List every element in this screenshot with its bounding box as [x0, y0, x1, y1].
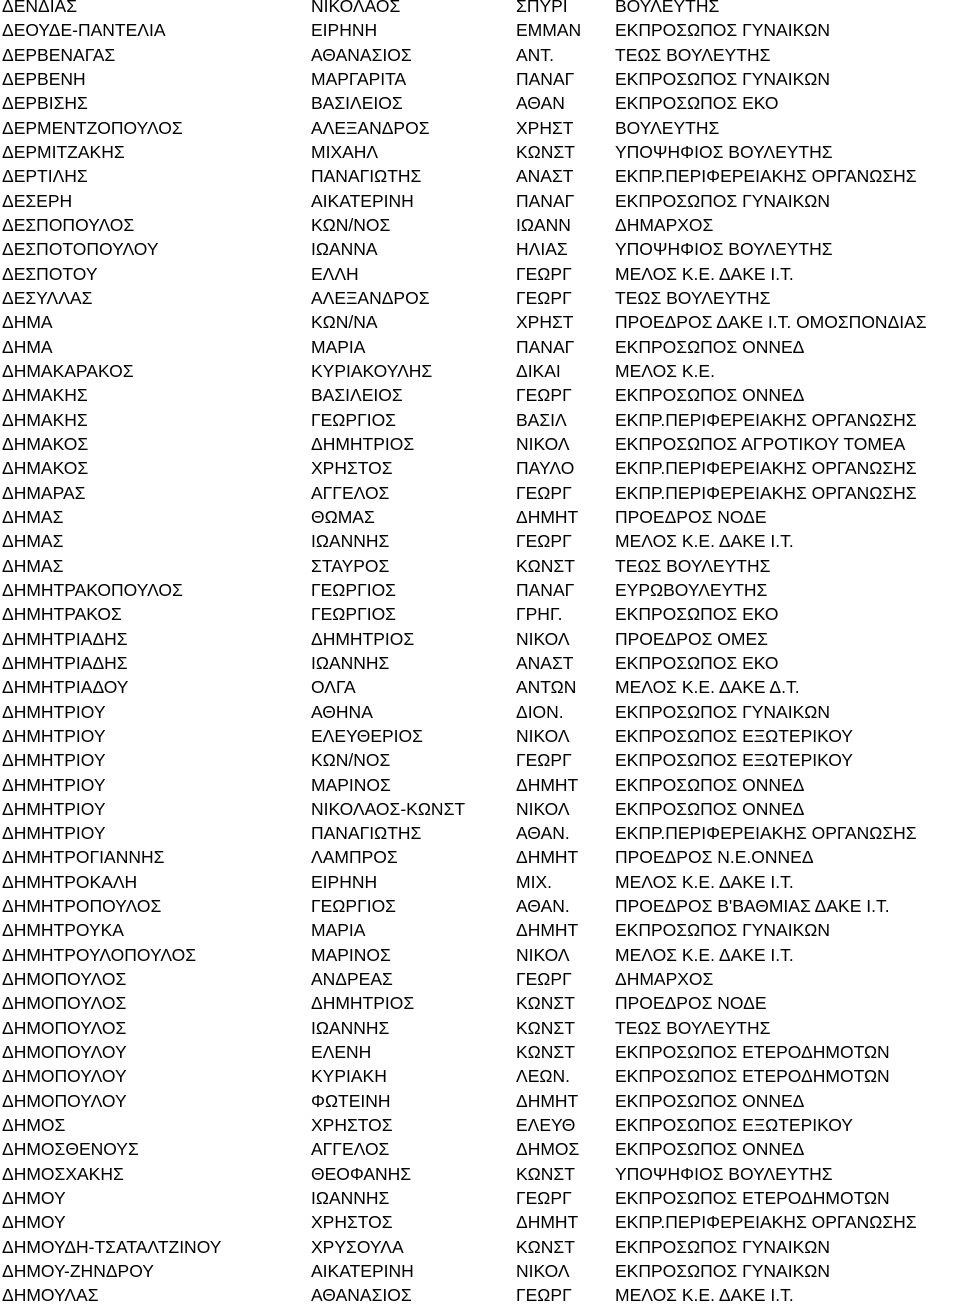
father-name-cell: ΗΛΙΑΣ — [516, 239, 568, 260]
table-row — [0, 627, 960, 651]
surname-cell: ΔΗΜΗΤΡΙΟΥ — [2, 823, 106, 844]
first-name-cell: ΧΡΗΣΤΟΣ — [311, 458, 393, 479]
surname-cell: ΔΗΜΗΤΡΟΚΑΛΗ — [2, 871, 138, 892]
position-cell: ΕΚΠΡ.ΠΕΡΙΦΕΡΕΙΑΚΗΣ ΟΡΓΑΝΩΣΗΣ — [615, 1212, 917, 1233]
surname-cell: ΔΗΜΑΚΗΣ — [2, 409, 88, 430]
table-row — [0, 870, 960, 894]
father-name-cell: ΛΕΩΝ. — [516, 1066, 570, 1087]
position-cell: ΕΚΠΡΟΣΩΠΟΣ ΑΓΡΟΤΙΚΟΥ ΤΟΜΕΑ — [615, 433, 906, 454]
position-cell: ΕΚΠΡΟΣΩΠΟΣ ΕΤΕΡΟΔΗΜΟΤΩΝ — [615, 1188, 890, 1209]
table-row — [0, 748, 960, 772]
surname-cell: ΔΗΜΟΠΟΥΛΟΣ — [2, 993, 127, 1014]
father-name-cell: ΔΙΟΝ. — [516, 701, 564, 722]
table-row — [0, 700, 960, 724]
position-cell: ΕΚΠΡ.ΠΕΡΙΦΕΡΕΙΑΚΗΣ ΟΡΓΑΝΩΣΗΣ — [615, 458, 917, 479]
first-name-cell: ΑΙΚΑΤΕΡΙΝΗ — [311, 1261, 414, 1282]
surname-cell: ΔΗΜΑΚΟΣ — [2, 458, 89, 479]
position-cell: ΠΡΟΕΔΡΟΣ Ν.Ε.ΟΝΝΕΔ — [615, 847, 814, 868]
position-cell: ΕΚΠΡΟΣΩΠΟΣ ΕΤΕΡΟΔΗΜΟΤΩΝ — [615, 1042, 890, 1063]
table-row — [0, 821, 960, 845]
first-name-cell: ΜΑΡΙΝΟΣ — [311, 944, 391, 965]
father-name-cell: ΚΩΝΣΤ — [516, 1017, 575, 1038]
surname-cell: ΔΗΜΑΣ — [2, 506, 64, 527]
surname-cell: ΔΗΜΑΣ — [2, 555, 64, 576]
position-cell: ΕΚΠΡΟΣΩΠΟΣ ΕΞΩΤΕΡΙΚΟΥ — [615, 1115, 853, 1136]
first-name-cell: ΓΕΩΡΓΙΟΣ — [311, 896, 396, 917]
surname-cell: ΔΗΜΟΥ — [2, 1212, 66, 1233]
table-row — [0, 262, 960, 286]
father-name-cell: ΕΜΜΑΝ — [516, 20, 582, 41]
surname-cell: ΔΕΣΕΡΗ — [2, 190, 73, 211]
table-row — [0, 481, 960, 505]
table-row — [0, 578, 960, 602]
table-row — [0, 1137, 960, 1161]
father-name-cell: ΓΕΩΡΓ — [516, 531, 572, 552]
position-cell: ΕΚΠΡΟΣΩΠΟΣ ΓΥΝΑΙΚΩΝ — [615, 1261, 830, 1282]
table-row — [0, 918, 960, 942]
first-name-cell: ΑΝΔΡΕΑΣ — [311, 969, 393, 990]
first-name-cell: ΔΗΜΗΤΡΙΟΣ — [311, 433, 415, 454]
first-name-cell: ΕΙΡΗΝΗ — [311, 20, 378, 41]
first-name-cell: ΕΙΡΗΝΗ — [311, 871, 378, 892]
surname-cell: ΔΗΜΟΣ — [2, 1115, 66, 1136]
surname-cell: ΔΗΜΑΚΗΣ — [2, 385, 88, 406]
first-name-cell: ΑΘΑΝΑΣΙΟΣ — [311, 1285, 412, 1306]
father-name-cell: ΔΗΜΗΤ — [516, 847, 579, 868]
table-row — [0, 1064, 960, 1088]
first-name-cell: ΑΛΕΞΑΝΔΡΟΣ — [311, 117, 430, 138]
surname-cell: ΔΗΜΗΤΡΟΠΟΥΛΟΣ — [2, 896, 162, 917]
position-cell: ΔΗΜΑΡΧΟΣ — [615, 969, 714, 990]
surname-cell: ΔΗΜΟΠΟΥΛΟΣ — [2, 1017, 127, 1038]
position-cell: ΜΕΛΟΣ Κ.Ε. ΔΑΚΕ Ι.Τ. — [615, 871, 794, 892]
position-cell: ΕΚΠΡΟΣΩΠΟΣ ΕΚΟ — [615, 652, 779, 673]
position-cell: ΠΡΟΕΔΡΟΣ Β'ΒΑΘΜΙΑΣ ΔΑΚΕ Ι.Τ. — [615, 896, 890, 917]
first-name-cell: ΧΡΗΣΤΟΣ — [311, 1212, 393, 1233]
table-row — [0, 773, 960, 797]
first-name-cell: ΓΕΩΡΓΙΟΣ — [311, 409, 396, 430]
father-name-cell: ΚΩΝΣΤ — [516, 555, 575, 576]
first-name-cell: ΑΘΗΝΑ — [311, 701, 373, 722]
surname-cell: ΔΗΜΑ — [2, 312, 53, 333]
first-name-cell: ΑΙΚΑΤΕΡΙΝΗ — [311, 190, 414, 211]
table-row — [0, 456, 960, 480]
table-row — [0, 1186, 960, 1210]
father-name-cell: ΣΠΥΡΙ — [516, 0, 568, 16]
surname-cell: ΔΗΜΟΠΟΥΛΟΣ — [2, 969, 127, 990]
position-cell: ΠΡΟΕΔΡΟΣ ΝΟΔΕ — [615, 506, 767, 527]
father-name-cell: ΕΛΕΥΘ — [516, 1115, 576, 1136]
first-name-cell: ΙΩΑΝΝΗΣ — [311, 1017, 390, 1038]
father-name-cell: ΚΩΝΣΤ — [516, 1236, 575, 1257]
first-name-cell: ΛΑΜΠΡΟΣ — [311, 847, 398, 868]
position-cell: ΕΚΠΡΟΣΩΠΟΣ ΓΥΝΑΙΚΩΝ — [615, 920, 830, 941]
table-row — [0, 140, 960, 164]
first-name-cell: ΑΓΓΕΛΟΣ — [311, 1139, 390, 1160]
father-name-cell: ΝΙΚΟΛ — [516, 433, 570, 454]
first-name-cell: ΕΛΛΗ — [311, 263, 359, 284]
father-name-cell: ΝΙΚΟΛ — [516, 798, 570, 819]
first-name-cell: ΑΘΑΝΑΣΙΟΣ — [311, 44, 412, 65]
first-name-cell: ΜΑΡΙΝΟΣ — [311, 774, 391, 795]
position-cell: ΠΡΟΕΔΡΟΣ ΔΑΚΕ Ι.Τ. ΟΜΟΣΠΟΝΔΙΑΣ — [615, 312, 927, 333]
table-row — [0, 651, 960, 675]
table-row — [0, 286, 960, 310]
surname-cell: ΔΕΡΜΙΤΖΑΚΗΣ — [2, 141, 125, 162]
surname-cell: ΔΕΣΠΟΤΟΠΟΥΛΟΥ — [2, 239, 159, 260]
father-name-cell: ΧΡΗΣΤ — [516, 312, 574, 333]
father-name-cell: ΒΑΣΙΛ — [516, 409, 567, 430]
position-cell: ΕΚΠΡ.ΠΕΡΙΦΕΡΕΙΑΚΗΣ ΟΡΓΑΝΩΣΗΣ — [615, 823, 917, 844]
surname-cell: ΔΗΜΟΥΛΑΣ — [2, 1285, 99, 1306]
first-name-cell: ΘΩΜΑΣ — [311, 506, 375, 527]
surname-cell: ΔΗΜΑΣ — [2, 531, 64, 552]
father-name-cell: ΓΕΩΡΓ — [516, 1188, 572, 1209]
position-cell: ΜΕΛΟΣ Κ.Ε. — [615, 360, 715, 381]
father-name-cell: ΑΝΑΣΤ — [516, 166, 574, 187]
father-name-cell: ΚΩΝΣΤ — [516, 141, 575, 162]
first-name-cell: ΣΤΑΥΡΟΣ — [311, 555, 390, 576]
surname-cell: ΔΕΡΤΙΛΗΣ — [2, 166, 88, 187]
first-name-cell: ΚΥΡΙΑΚΟΥΛΗΣ — [311, 360, 433, 381]
first-name-cell: ΔΗΜΗΤΡΙΟΣ — [311, 993, 415, 1014]
position-cell: ΕΚΠΡΟΣΩΠΟΣ ΕΚΟ — [615, 604, 779, 625]
first-name-cell: ΙΩΑΝΝΗΣ — [311, 652, 390, 673]
father-name-cell: ΓΕΩΡΓ — [516, 750, 572, 771]
father-name-cell: ΓΕΩΡΓ — [516, 1285, 572, 1306]
first-name-cell: ΑΓΓΕΛΟΣ — [311, 482, 390, 503]
table-row — [0, 1162, 960, 1186]
first-name-cell: ΓΕΩΡΓΙΟΣ — [311, 579, 396, 600]
father-name-cell: ΔΗΜΗΤ — [516, 506, 579, 527]
position-cell: ΥΠΟΨΗΦΙΟΣ ΒΟΥΛΕΥΤΗΣ — [615, 141, 833, 162]
surname-cell: ΔΗΜΗΤΡΑΚΟΠΟΥΛΟΣ — [2, 579, 183, 600]
position-cell: ΠΡΟΕΔΡΟΣ ΝΟΔΕ — [615, 993, 767, 1014]
position-cell: ΜΕΛΟΣ Κ.Ε. ΔΑΚΕ Ι.Τ. — [615, 1285, 794, 1306]
table-row — [0, 237, 960, 261]
father-name-cell: ΚΩΝΣΤ — [516, 1163, 575, 1184]
table-row — [0, 1210, 960, 1234]
first-name-cell: ΜΑΡΙΑ — [311, 336, 366, 357]
surname-cell: ΔΕΟΥΔΕ-ΠΑΝΤΕΛΙΑ — [2, 20, 166, 41]
position-cell: ΤΕΩΣ ΒΟΥΛΕΥΤΗΣ — [615, 555, 771, 576]
position-cell: ΒΟΥΛΕΥΤΗΣ — [615, 117, 720, 138]
father-name-cell: ΠΑΝΑΓ — [516, 68, 575, 89]
surname-cell: ΔΗΜΟΣΧΑΚΗΣ — [2, 1163, 124, 1184]
surname-cell: ΔΗΜΑΡΑΣ — [2, 482, 86, 503]
position-cell: ΕΚΠΡΟΣΩΠΟΣ ΟΝΝΕΔ — [615, 336, 805, 357]
first-name-cell: ΝΙΚΟΛΑΟΣ-ΚΩΝΣΤ — [311, 798, 466, 819]
surname-cell: ΔΗΜΗΤΡΙΑΔΗΣ — [2, 628, 128, 649]
first-name-cell: ΜΑΡΓΑΡΙΤΑ — [311, 68, 407, 89]
table-row — [0, 943, 960, 967]
first-name-cell: ΚΩΝ/ΝΟΣ — [311, 214, 391, 235]
table-row — [0, 1259, 960, 1283]
table-row — [0, 91, 960, 115]
position-cell: ΕΚΠΡΟΣΩΠΟΣ ΓΥΝΑΙΚΩΝ — [615, 1236, 830, 1257]
surname-cell: ΔΗΜΗΤΡΙΟΥ — [2, 774, 106, 795]
first-name-cell: ΝΙΚΟΛΑΟΣ — [311, 0, 401, 16]
surname-cell: ΔΗΜΑ — [2, 336, 53, 357]
father-name-cell: ΓΕΩΡΓ — [516, 969, 572, 990]
first-name-cell: ΕΛΕΝΗ — [311, 1042, 372, 1063]
first-name-cell: ΧΡΥΣΟΥΛΑ — [311, 1236, 404, 1257]
table-row — [0, 724, 960, 748]
father-name-cell: ΝΙΚΟΛ — [516, 725, 570, 746]
table-row — [0, 1040, 960, 1064]
table-row — [0, 359, 960, 383]
table-row — [0, 189, 960, 213]
first-name-cell: ΟΛΓΑ — [311, 677, 356, 698]
table-row — [0, 408, 960, 432]
table-row — [0, 675, 960, 699]
father-name-cell: ΠΑΥΛΟ — [516, 458, 575, 479]
surname-cell: ΔΗΜΗΤΡΙΟΥ — [2, 798, 106, 819]
first-name-cell: ΜΑΡΙΑ — [311, 920, 366, 941]
surname-cell: ΔΗΜΟΠΟΥΛΟΥ — [2, 1090, 127, 1111]
first-name-cell: ΦΩΤΕΙΝΗ — [311, 1090, 391, 1111]
surname-cell: ΔΗΜΗΤΡΙΑΔΟΥ — [2, 677, 129, 698]
table-row — [0, 432, 960, 456]
first-name-cell: ΒΑΣΙΛΕΙΟΣ — [311, 93, 403, 114]
table-row — [0, 1016, 960, 1040]
surname-cell: ΔΗΜΟΥ-ΖΗΝΔΡΟΥ — [2, 1261, 154, 1282]
first-name-cell: ΑΛΕΞΑΝΔΡΟΣ — [311, 287, 430, 308]
position-cell: ΕΚΠΡΟΣΩΠΟΣ ΟΝΝΕΔ — [615, 385, 805, 406]
surname-cell: ΔΗΜΗΤΡΙΟΥ — [2, 750, 106, 771]
position-cell: ΜΕΛΟΣ Κ.Ε. ΔΑΚΕ Ι.Τ. — [615, 944, 794, 965]
father-name-cell: ΑΘΑΝ. — [516, 896, 570, 917]
surname-cell: ΔΗΜΗΤΡΙΑΔΗΣ — [2, 652, 128, 673]
father-name-cell: ΠΑΝΑΓ — [516, 579, 575, 600]
first-name-cell: ΙΩΑΝΝΑ — [311, 239, 378, 260]
father-name-cell: ΙΩΑΝΝ — [516, 214, 571, 235]
position-cell: ΤΕΩΣ ΒΟΥΛΕΥΤΗΣ — [615, 1017, 771, 1038]
table-row — [0, 967, 960, 991]
position-cell: ΕΚΠΡΟΣΩΠΟΣ ΓΥΝΑΙΚΩΝ — [615, 701, 830, 722]
position-cell: ΕΚΠΡΟΣΩΠΟΣ ΟΝΝΕΔ — [615, 1090, 805, 1111]
father-name-cell: ΑΝΤΩΝ — [516, 677, 577, 698]
father-name-cell: ΧΡΗΣΤ — [516, 117, 574, 138]
first-name-cell: ΚΩΝ/ΝΑ — [311, 312, 378, 333]
position-cell: ΤΕΩΣ ΒΟΥΛΕΥΤΗΣ — [615, 287, 771, 308]
table-row — [0, 67, 960, 91]
father-name-cell: ΝΙΚΟΛ — [516, 628, 570, 649]
table-row — [0, 1283, 960, 1307]
father-name-cell: ΔΗΜΟΣ — [516, 1139, 580, 1160]
father-name-cell: ΓΕΩΡΓ — [516, 287, 572, 308]
surname-cell: ΔΕΡΜΕΝΤΖΟΠΟΥΛΟΣ — [2, 117, 183, 138]
position-cell: ΥΠΟΨΗΦΙΟΣ ΒΟΥΛΕΥΤΗΣ — [615, 239, 833, 260]
father-name-cell: ΓΕΩΡΓ — [516, 482, 572, 503]
father-name-cell: ΠΑΝΑΓ — [516, 190, 575, 211]
surname-cell: ΔΗΜΗΤΡΟΓΙΑΝΝΗΣ — [2, 847, 165, 868]
surname-cell: ΔΗΜΑΚΑΡΑΚΟΣ — [2, 360, 134, 381]
father-name-cell: ΚΩΝΣΤ — [516, 1042, 575, 1063]
father-name-cell: ΔΗΜΗΤ — [516, 1090, 579, 1111]
position-cell: ΕΚΠΡΟΣΩΠΟΣ ΕΞΩΤΕΡΙΚΟΥ — [615, 725, 853, 746]
first-name-cell: ΧΡΗΣΤΟΣ — [311, 1115, 393, 1136]
first-name-cell: ΔΗΜΗΤΡΙΟΣ — [311, 628, 415, 649]
father-name-cell: ΓΕΩΡΓ — [516, 263, 572, 284]
position-cell: ΕΚΠΡΟΣΩΠΟΣ ΕΞΩΤΕΡΙΚΟΥ — [615, 750, 853, 771]
table-row — [0, 845, 960, 869]
first-name-cell: ΜΙΧΑΗΛ — [311, 141, 379, 162]
position-cell: ΒΟΥΛΕΥΤΗΣ — [615, 0, 720, 16]
father-name-cell: ΓΡΗΓ. — [516, 604, 563, 625]
father-name-cell: ΝΙΚΟΛ — [516, 1261, 570, 1282]
position-cell: ΕΥΡΩΒΟΥΛΕΥΤΗΣ — [615, 579, 768, 600]
position-cell: ΔΗΜΑΡΧΟΣ — [615, 214, 714, 235]
first-name-cell: ΚΩΝ/ΝΟΣ — [311, 750, 391, 771]
father-name-cell: ΔΗΜΗΤ — [516, 774, 579, 795]
table-row — [0, 1113, 960, 1137]
surname-cell: ΔΗΜΗΤΡΟΥΚΑ — [2, 920, 124, 941]
position-cell: ΕΚΠΡΟΣΩΠΟΣ ΕΚΟ — [615, 93, 779, 114]
surname-cell: ΔΕΡΒΙΣΗΣ — [2, 93, 88, 114]
father-name-cell: ΑΘΑΝ. — [516, 823, 570, 844]
table-row — [0, 554, 960, 578]
father-name-cell: ΑΝΤ. — [516, 44, 554, 65]
table-row — [0, 164, 960, 188]
first-name-cell: ΓΕΩΡΓΙΟΣ — [311, 604, 396, 625]
table-row — [0, 18, 960, 42]
first-name-cell: ΙΩΑΝΝΗΣ — [311, 531, 390, 552]
surname-cell: ΔΗΜΗΤΡΙΟΥ — [2, 701, 106, 722]
surname-cell: ΔΗΜΗΤΡΙΟΥ — [2, 725, 106, 746]
position-cell: ΥΠΟΨΗΦΙΟΣ ΒΟΥΛΕΥΤΗΣ — [615, 1163, 833, 1184]
table-row — [0, 0, 960, 18]
position-cell: ΕΚΠΡΟΣΩΠΟΣ ΕΤΕΡΟΔΗΜΟΤΩΝ — [615, 1066, 890, 1087]
surname-cell: ΔΗΜΟΥΔΗ-ΤΣΑΤΑΛΤΖΙΝΟΥ — [2, 1236, 222, 1257]
father-name-cell: ΠΑΝΑΓ — [516, 336, 575, 357]
table-row — [0, 116, 960, 140]
father-name-cell: ΚΩΝΣΤ — [516, 993, 575, 1014]
father-name-cell: ΔΙΚΑΙ — [516, 360, 561, 381]
surname-cell: ΔΗΜΑΚΟΣ — [2, 433, 89, 454]
table-row — [0, 1089, 960, 1113]
first-name-cell: ΠΑΝΑΓΙΩΤΗΣ — [311, 823, 422, 844]
table-row — [0, 894, 960, 918]
position-cell: ΕΚΠΡΟΣΩΠΟΣ ΟΝΝΕΔ — [615, 1139, 805, 1160]
table-row — [0, 43, 960, 67]
surname-cell: ΔΕΡΒΕΝΗ — [2, 68, 86, 89]
position-cell: ΤΕΩΣ ΒΟΥΛΕΥΤΗΣ — [615, 44, 771, 65]
surname-cell: ΔΗΜΟΠΟΥΛΟΥ — [2, 1066, 127, 1087]
father-name-cell: ΝΙΚΟΛ — [516, 944, 570, 965]
position-cell: ΠΡΟΕΔΡΟΣ ΟΜΕΣ — [615, 628, 768, 649]
first-name-cell: ΚΥΡΙΑΚΗ — [311, 1066, 387, 1087]
first-name-cell: ΕΛΕΥΘΕΡΙΟΣ — [311, 725, 423, 746]
position-cell: ΕΚΠΡΟΣΩΠΟΣ ΓΥΝΑΙΚΩΝ — [615, 68, 830, 89]
table-row — [0, 991, 960, 1015]
table-row — [0, 310, 960, 334]
first-name-cell: ΘΕΟΦΑΝΗΣ — [311, 1163, 412, 1184]
table-row — [0, 602, 960, 626]
surname-cell: ΔΕΝΔΙΑΣ — [2, 0, 78, 16]
table-row — [0, 797, 960, 821]
position-cell: ΜΕΛΟΣ Κ.Ε. ΔΑΚΕ Ι.Τ. — [615, 531, 794, 552]
position-cell: ΜΕΛΟΣ Κ.Ε. ΔΑΚΕ Ι.Τ. — [615, 263, 794, 284]
father-name-cell: ΔΗΜΗΤ — [516, 920, 579, 941]
position-cell: ΕΚΠΡ.ΠΕΡΙΦΕΡΕΙΑΚΗΣ ΟΡΓΑΝΩΣΗΣ — [615, 482, 917, 503]
position-cell: ΜΕΛΟΣ Κ.Ε. ΔΑΚΕ Δ.Τ. — [615, 677, 800, 698]
father-name-cell: ΓΕΩΡΓ — [516, 385, 572, 406]
position-cell: ΕΚΠΡ.ΠΕΡΙΦΕΡΕΙΑΚΗΣ ΟΡΓΑΝΩΣΗΣ — [615, 409, 917, 430]
father-name-cell: ΜΙΧ. — [516, 871, 552, 892]
first-name-cell: ΙΩΑΝΝΗΣ — [311, 1188, 390, 1209]
first-name-cell: ΒΑΣΙΛΕΙΟΣ — [311, 385, 403, 406]
table-row — [0, 505, 960, 529]
surname-cell: ΔΗΜΟΣΘΕΝΟΥΣ — [2, 1139, 139, 1160]
first-name-cell: ΠΑΝΑΓΙΩΤΗΣ — [311, 166, 422, 187]
position-cell: ΕΚΠΡΟΣΩΠΟΣ ΓΥΝΑΙΚΩΝ — [615, 190, 830, 211]
position-cell: ΕΚΠΡΟΣΩΠΟΣ ΟΝΝΕΔ — [615, 774, 805, 795]
father-name-cell: ΑΘΑΝ — [516, 93, 565, 114]
surname-cell: ΔΗΜΟΠΟΥΛΟΥ — [2, 1042, 127, 1063]
surname-cell: ΔΕΡΒΕΝΑΓΑΣ — [2, 44, 116, 65]
position-cell: ΕΚΠΡΟΣΩΠΟΣ ΓΥΝΑΙΚΩΝ — [615, 20, 830, 41]
surname-cell: ΔΕΣΥΛΛΑΣ — [2, 287, 93, 308]
table-row — [0, 213, 960, 237]
surname-cell: ΔΗΜΟΥ — [2, 1188, 66, 1209]
table-row — [0, 335, 960, 359]
father-name-cell: ΔΗΜΗΤ — [516, 1212, 579, 1233]
position-cell: ΕΚΠΡΟΣΩΠΟΣ ΟΝΝΕΔ — [615, 798, 805, 819]
surname-cell: ΔΗΜΗΤΡΑΚΟΣ — [2, 604, 122, 625]
table-row — [0, 1235, 960, 1259]
surname-cell: ΔΕΣΠΟΤΟΥ — [2, 263, 98, 284]
table-row — [0, 383, 960, 407]
position-cell: ΕΚΠΡ.ΠΕΡΙΦΕΡΕΙΑΚΗΣ ΟΡΓΑΝΩΣΗΣ — [615, 166, 917, 187]
surname-cell: ΔΕΣΠΟΠΟΥΛΟΣ — [2, 214, 135, 235]
table-row — [0, 529, 960, 553]
father-name-cell: ΑΝΑΣΤ — [516, 652, 574, 673]
surname-cell: ΔΗΜΗΤΡΟΥΛΟΠΟΥΛΟΣ — [2, 944, 197, 965]
